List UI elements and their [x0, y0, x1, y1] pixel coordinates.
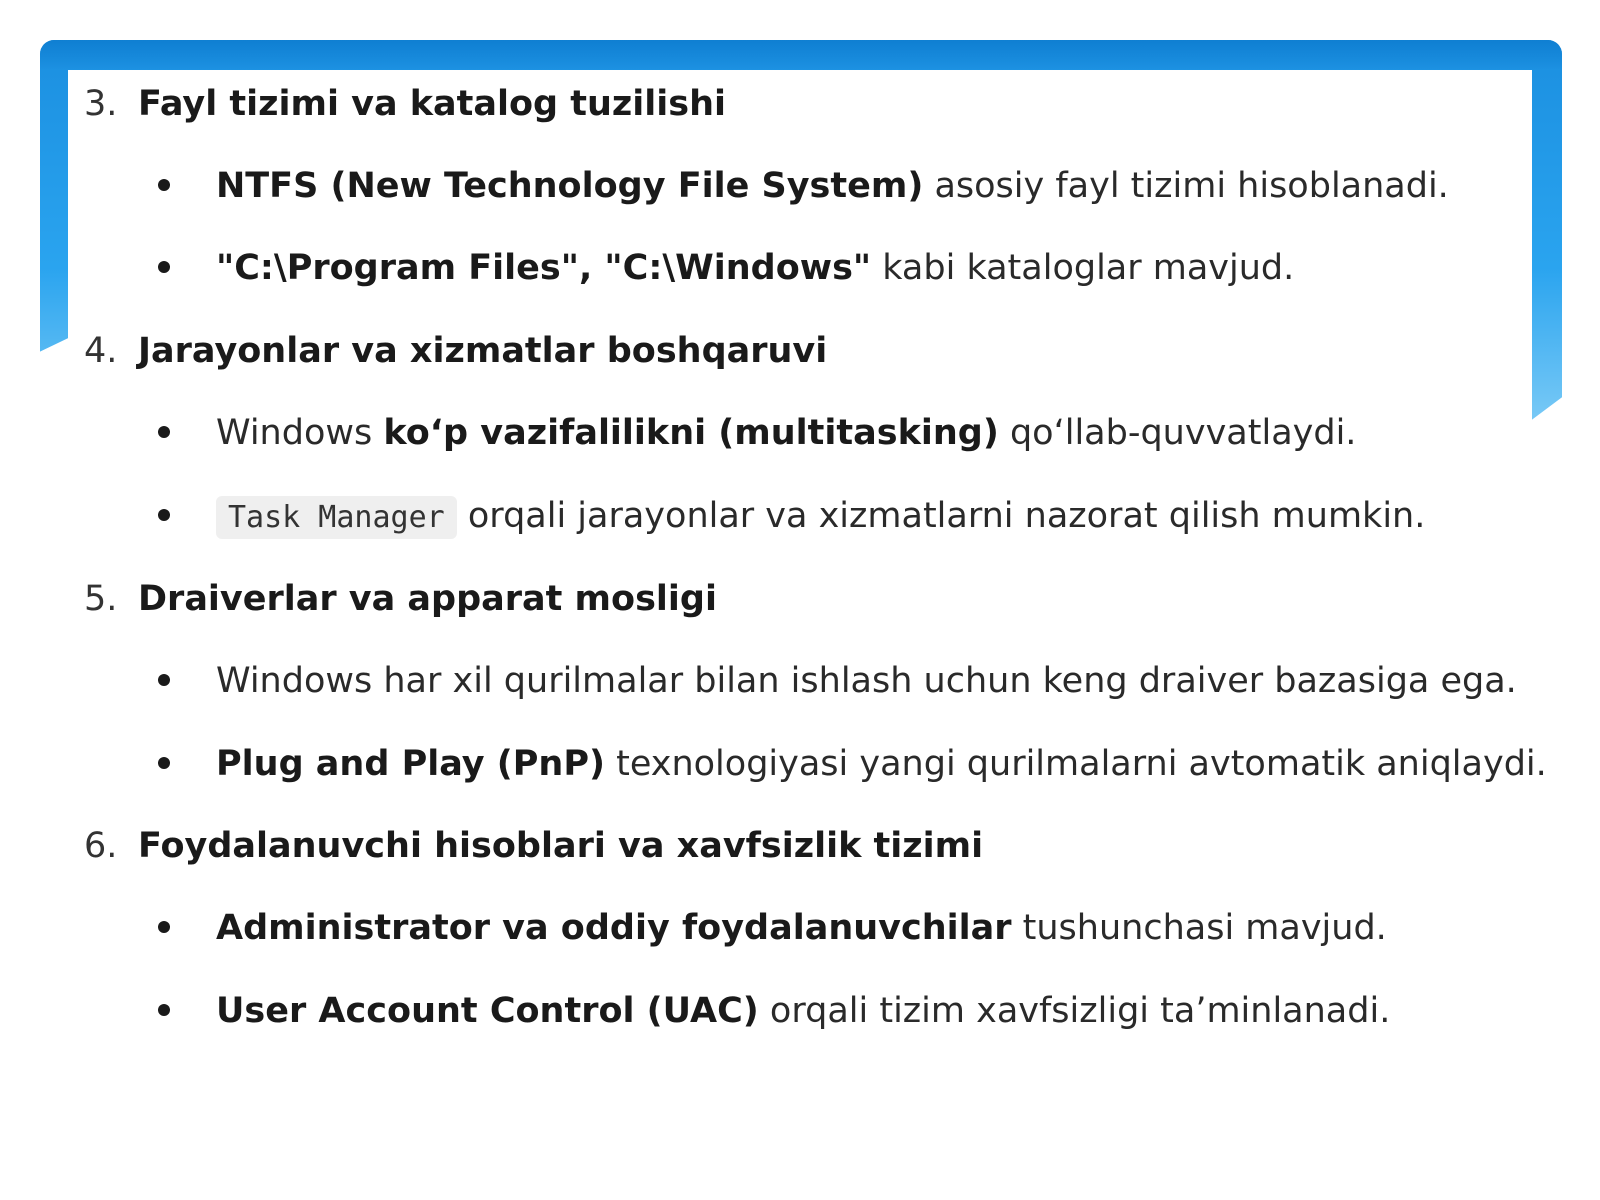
- list-item: [158, 651, 1517, 711]
- list-item: [158, 898, 1387, 958]
- text: Windows har xil qurilmalar bilan ishlash uchun keng draiver bazasiga ega.: [216, 661, 1517, 701]
- list-item: [158, 403, 1356, 463]
- bullet-icon: [158, 426, 170, 438]
- bold-text: NTFS (New Technology File System): [216, 166, 924, 206]
- frame-top-shade: [40, 40, 1562, 70]
- bullet-icon: [158, 757, 170, 769]
- section-title: Foydalanuvchi hisoblari va xavfsizlik tizimi: [138, 826, 984, 866]
- section-4-heading: [84, 321, 827, 381]
- section-5-heading: [84, 569, 717, 629]
- bold-text: Plug and Play (PnP): [216, 744, 605, 784]
- text: orqali tizim xavfsizligi ta’minlanadi.: [758, 991, 1391, 1031]
- list-item: [158, 981, 1390, 1041]
- section-number: 4.: [84, 331, 118, 371]
- text: tushunchasi mavjud.: [1011, 908, 1387, 948]
- section-number: 3.: [84, 84, 118, 124]
- list-item: [158, 734, 1547, 794]
- bold-text: ko‘p vazifalilikni (multitasking): [383, 413, 999, 453]
- bullet-icon: [158, 1004, 170, 1016]
- list-item: [158, 156, 1449, 216]
- text: kabi kataloglar mavjud.: [871, 248, 1295, 288]
- bold-text: Administrator va oddiy foydalanuvchilar: [216, 908, 1012, 948]
- bullet-icon: [158, 921, 170, 933]
- bullet-icon: [158, 674, 170, 686]
- slide-content: [68, 70, 1547, 1180]
- list-item: [158, 238, 1294, 298]
- section-title: Draiverlar va apparat mosligi: [138, 579, 717, 619]
- text: asosiy fayl tizimi hisoblanadi.: [923, 166, 1449, 206]
- bullet-icon: [158, 261, 170, 273]
- inline-code: Task Manager: [216, 496, 457, 539]
- list-item: [158, 486, 1425, 546]
- section-3-heading: [84, 74, 726, 134]
- section-6-heading: [84, 816, 983, 876]
- section-title: Fayl tizimi va katalog tuzilishi: [138, 84, 727, 124]
- section-title: Jarayonlar va xizmatlar boshqaruvi: [138, 331, 828, 371]
- bullet-icon: [158, 509, 170, 521]
- section-number: 5.: [84, 579, 118, 619]
- text: texnologiyasi yangi qurilmalarni avtomatik aniqlaydi.: [604, 744, 1547, 784]
- bullet-icon: [158, 179, 170, 191]
- bold-text: User Account Control (UAC): [216, 991, 759, 1031]
- bold-text: "C:\Program Files", "C:\Windows": [216, 248, 872, 288]
- text: Windows: [216, 413, 384, 453]
- text: orqali jarayonlar va xizmatlarni nazorat qilish mumkin.: [456, 496, 1426, 536]
- text: qo‘llab-quvvatlaydi.: [998, 413, 1357, 453]
- section-number: 6.: [84, 826, 118, 866]
